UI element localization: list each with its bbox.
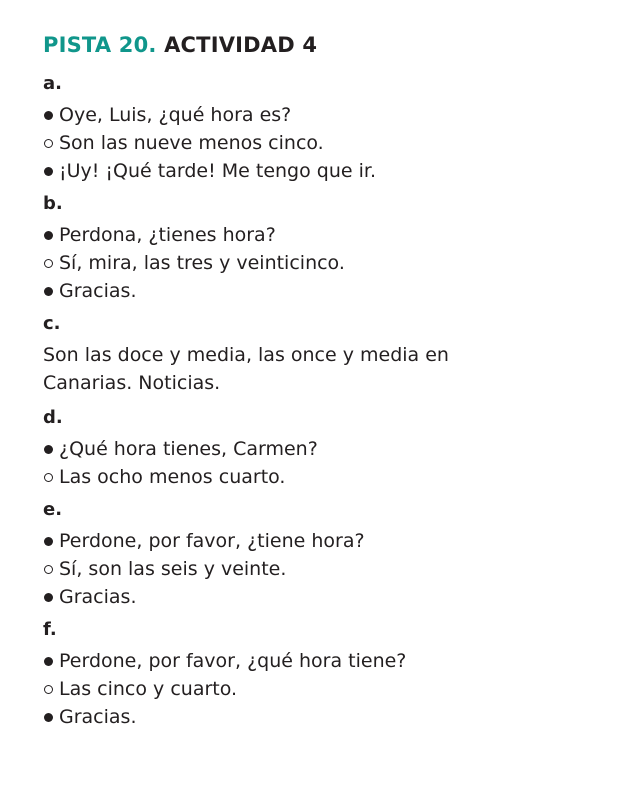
filled-bullet-icon [44, 537, 53, 546]
dialogue-line [43, 675, 603, 703]
dialogue-line [43, 703, 603, 731]
page-title [43, 28, 603, 62]
section-letter: e. [43, 499, 63, 520]
open-bullet-icon [44, 565, 53, 574]
section-letter: c. [43, 313, 61, 334]
dialogue-text: Sí, mira, las tres y veinticinco. [59, 252, 345, 274]
section-d [43, 406, 603, 491]
dialogue-line [43, 583, 603, 611]
open-bullet-icon [44, 473, 53, 482]
section-b [43, 192, 603, 305]
section-c [43, 312, 603, 397]
dialogue-text: ¡Uy! ¡Qué tarde! Me tengo que ir. [59, 160, 376, 182]
dialogue-line [43, 221, 603, 249]
dialogue [43, 435, 603, 491]
announcement-text: Son las doce y media, las once y media en Canarias. Noticias. [43, 344, 449, 394]
open-bullet-icon [44, 259, 53, 268]
filled-bullet-icon [44, 167, 53, 176]
dialogue-line [43, 555, 603, 583]
dialogue-line [43, 101, 603, 129]
track-label: PISTA 20. [43, 33, 157, 57]
dialogue-text: Son las nueve menos cinco. [59, 132, 324, 154]
transcript-page [43, 28, 603, 738]
dialogue [43, 527, 603, 611]
dialogue-line [43, 647, 603, 675]
dialogue-text: Oye, Luis, ¿qué hora es? [59, 104, 292, 126]
dialogue-text: Perdona, ¿tienes hora? [59, 224, 276, 246]
filled-bullet-icon [44, 287, 53, 296]
dialogue-line [43, 277, 603, 305]
dialogue-line [43, 249, 603, 277]
dialogue-line [43, 527, 603, 555]
section-letter: a. [43, 73, 62, 94]
dialogue-text: ¿Qué hora tienes, Carmen? [59, 438, 318, 460]
dialogue-text: Gracias. [59, 280, 137, 302]
dialogue-text: Gracias. [59, 586, 137, 608]
dialogue [43, 101, 603, 185]
dialogue-text: Las cinco y cuarto. [59, 678, 238, 700]
filled-bullet-icon [44, 111, 53, 120]
section-a [43, 72, 603, 185]
dialogue-line [43, 435, 603, 463]
open-bullet-icon [44, 139, 53, 148]
filled-bullet-icon [44, 713, 53, 722]
filled-bullet-icon [44, 593, 53, 602]
dialogue-line [43, 463, 603, 491]
filled-bullet-icon [44, 445, 53, 454]
dialogue-text: Perdone, por favor, ¿tiene hora? [59, 530, 365, 552]
section-letter: b. [43, 193, 63, 214]
dialogue-text: Las ocho menos cuarto. [59, 466, 286, 488]
section-letter: d. [43, 407, 63, 428]
dialogue-line [43, 129, 603, 157]
section-letter: f. [43, 619, 57, 640]
dialogue-text: Perdone, por favor, ¿qué hora tiene? [59, 650, 407, 672]
open-bullet-icon [44, 685, 53, 694]
section-e [43, 498, 603, 611]
dialogue [43, 221, 603, 305]
section-f [43, 618, 603, 731]
dialogue-text: Sí, son las seis y veinte. [59, 558, 287, 580]
activity-label: ACTIVIDAD 4 [164, 33, 318, 57]
filled-bullet-icon [44, 657, 53, 666]
dialogue [43, 647, 603, 731]
filled-bullet-icon [44, 231, 53, 240]
dialogue-line [43, 157, 603, 185]
dialogue-text: Gracias. [59, 706, 137, 728]
